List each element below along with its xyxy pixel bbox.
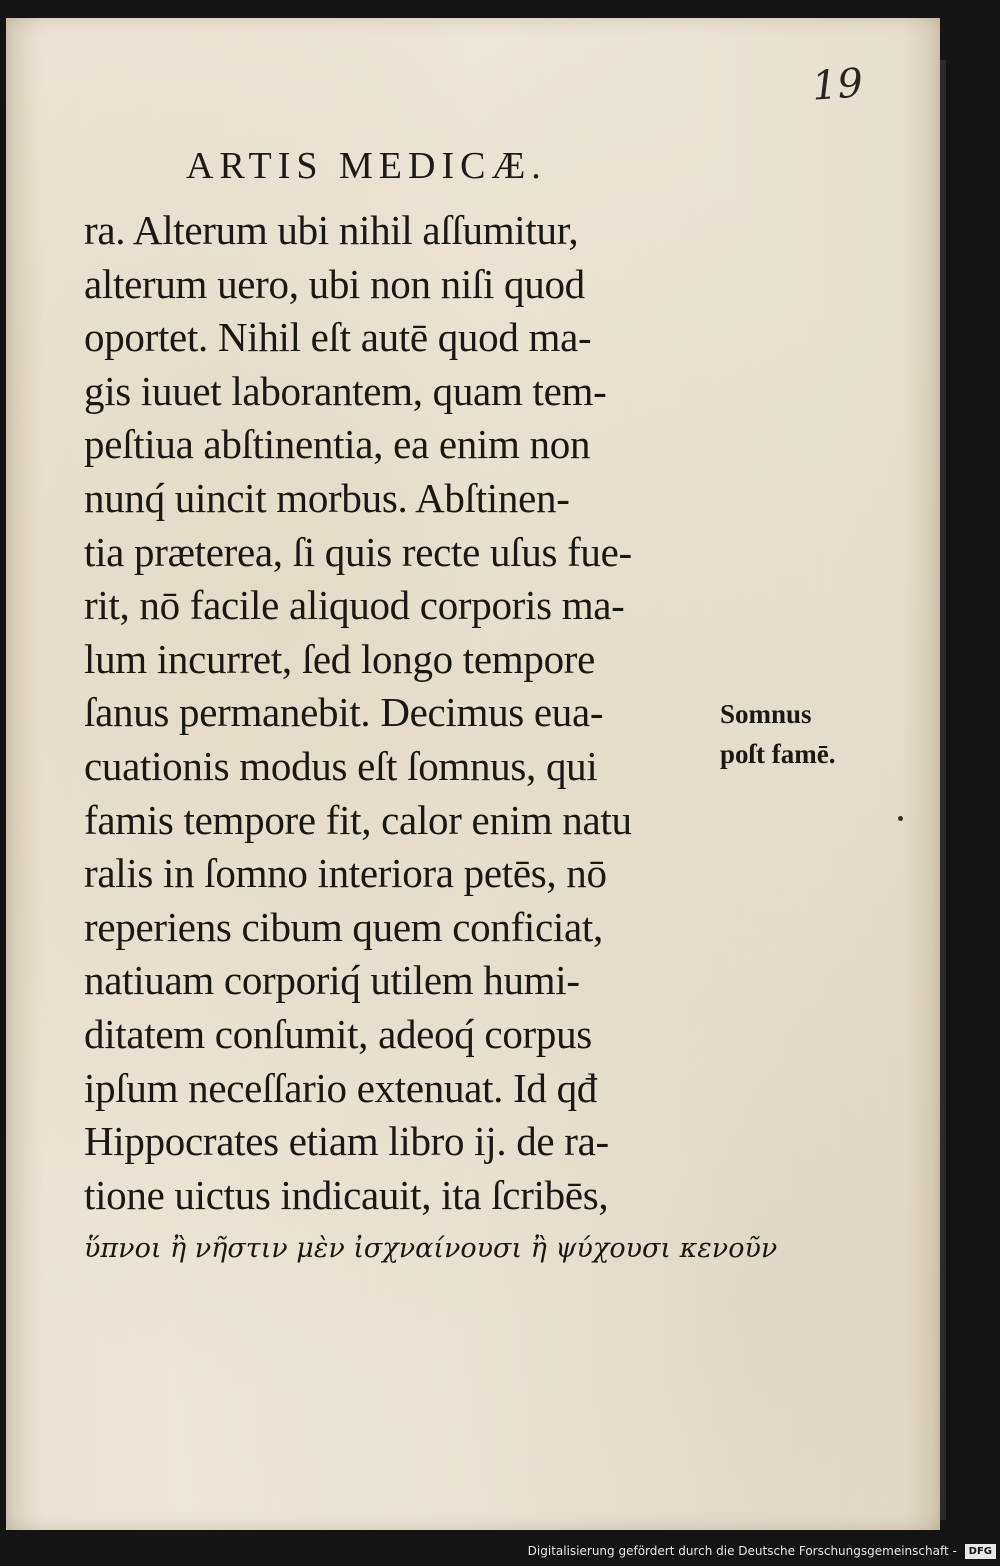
text-line: Hippocrates etiam libro ij. de ra- [84,1118,609,1165]
text-line: ſanus permanebit. Decimus eua- [84,689,604,736]
ink-speck [898,816,903,821]
text-line: lum incurret, ſed longo tempore [84,635,596,682]
text-line: oportet. Nihil eſt autē quod ma- [84,314,592,361]
digitization-credit [0,1544,996,1559]
text-line: gis iuuet laborantem, quam tem- [84,367,607,414]
book-page [6,18,940,1530]
text-line: tione uictus indicauit, ita ſcribēs, [84,1171,609,1218]
text-line: alterum uero, ubi non niſi quod [84,260,585,307]
text-line: reperiens cibum quem conficiat, [84,903,603,950]
text-line: ipſum neceſſario extenuat. Id qđ [84,1064,597,1111]
text-line: tia præterea, ſi quis recte uſus fue- [84,528,632,575]
folio-number: 19 [810,60,865,110]
page-edge-shadow [940,60,946,1520]
greek-quotation-line: ὕπνοι ἢ νῆστιν μὲν ἰσχναίνουσι ἢ ψύχουσι κενοῦν [84,1233,778,1265]
running-head: ARTIS MEDICÆ. [186,145,547,187]
dfg-logo: DFG [965,1544,996,1559]
text-line: rit, nō facile aliquod corporis ma- [84,582,625,629]
text-line: peſtiua abſtinentia, ea enim non [84,421,591,468]
text-line: famis tempore fit, calor enim natu [84,796,632,843]
credit-text: Digitalisierung gefördert durch die Deutsche Forschungsgemeinschaft - [527,1544,957,1558]
text-line: cuationis modus eſt ſomnus, qui [84,742,598,789]
marginal-note-line: poſt famē. [720,739,836,769]
marginal-note-line: Somnus [720,699,812,729]
text-line: ralis in ſomno interiora petēs, nō [84,850,607,897]
text-line: nunq́ uincit morbus. Abſtinen- [84,474,570,521]
text-line: ra. Alterum ubi nihil aſſumitur, [84,207,579,253]
text-line: natiuam corporiq́ utilem humi- [84,957,580,1004]
marginal-note [720,694,835,774]
text-line: ditatem conſumit, adeoq́ corpus [84,1010,592,1057]
